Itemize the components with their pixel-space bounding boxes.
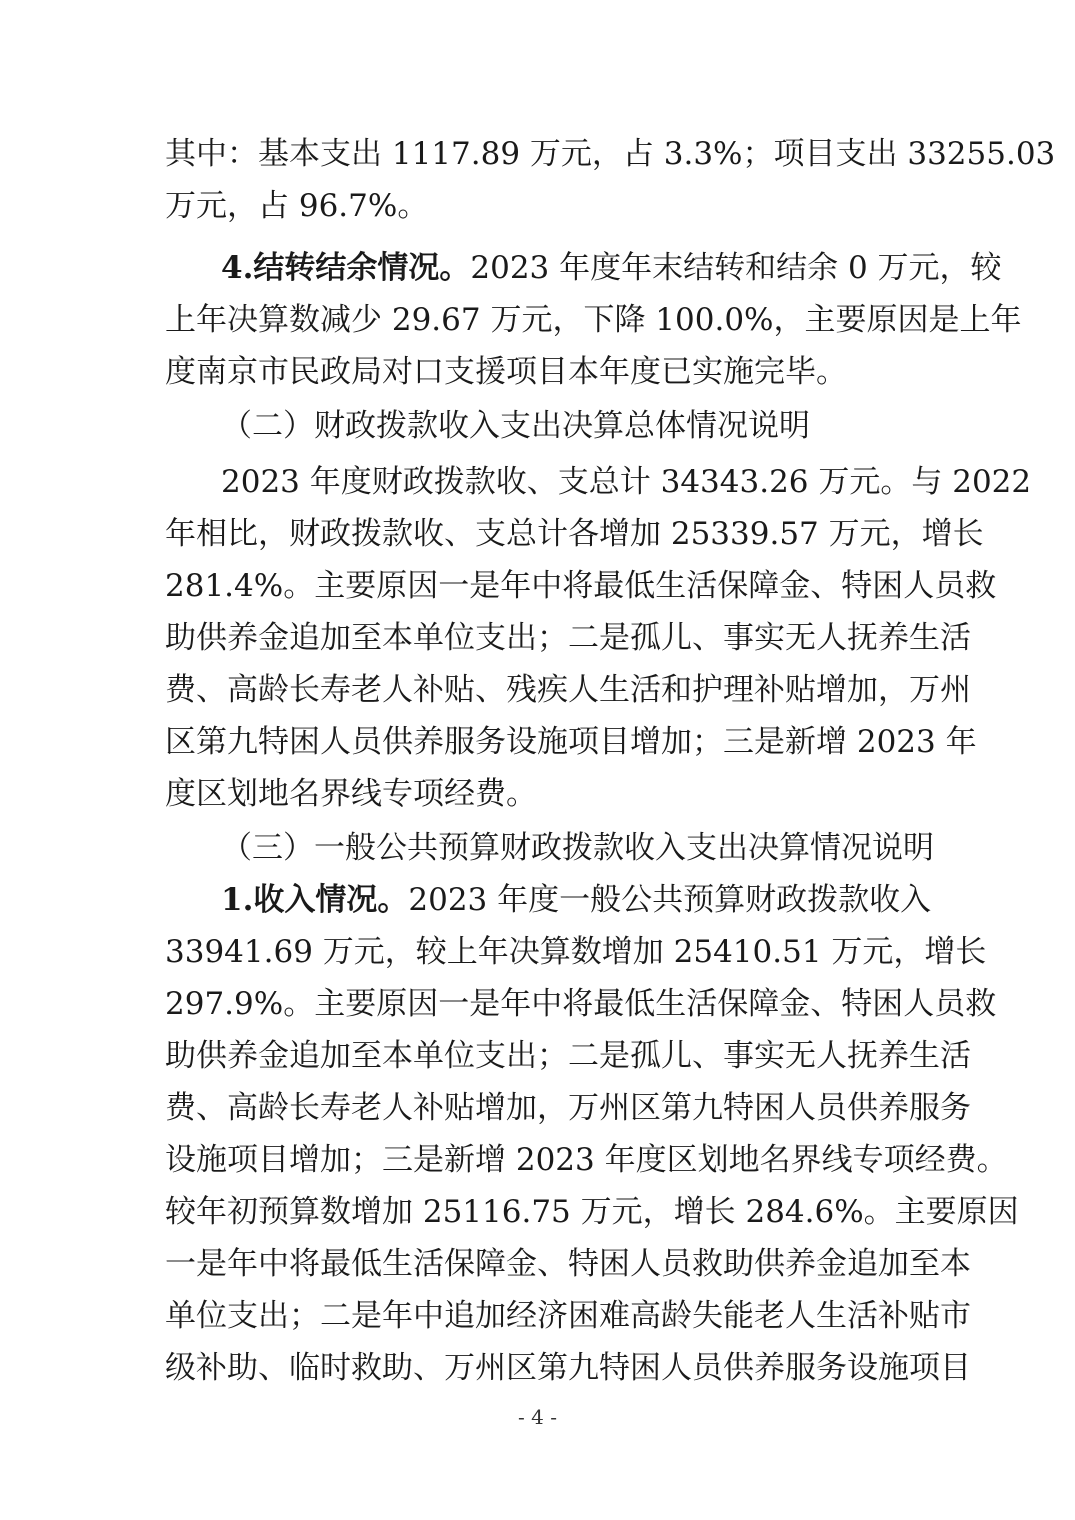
text-line-12: 区第九特困人员供养服务设施项目增加；三是新增 2023 年 — [165, 724, 977, 760]
page-number: - 4 - — [518, 1405, 557, 1429]
text-line-3 — [221, 246, 1002, 290]
section-heading-3: （三）一般公共预算财政拨款收入支出决算情况说明 — [221, 830, 934, 866]
section-heading-2: （二）财政拨款收入支出决算总体情况说明 — [221, 408, 810, 444]
text-line-21: 较年初预算数增加 25116.75 万元，增长 284.6%。主要原因 — [165, 1194, 1019, 1230]
text-line-2: 万元，占 96.7%。 — [165, 188, 429, 224]
text-line-8: 年相比，财政拨款收、支总计各增加 25339.57 万元，增长 — [165, 516, 984, 552]
text-line-11: 费、高龄长寿老人补贴、残疾人生活和护理补贴增加，万州 — [165, 672, 971, 708]
text-line-17: 297.9%。主要原因一是年中将最低生活保障金、特困人员救 — [165, 986, 997, 1022]
text-line-20: 设施项目增加；三是新增 2023 年度区划地名界线专项经费。 — [165, 1142, 1008, 1178]
text-line-16: 33941.69 万元，较上年决算数增加 25410.51 万元，增长 — [165, 934, 987, 970]
text-line-24: 级补助、临时救助、万州区第九特困人员供养服务设施项目 — [165, 1350, 971, 1386]
text-line-3-rest: 2023 年度年末结转和结余 0 万元，较 — [470, 250, 1002, 286]
text-line-18: 助供养金追加至本单位支出；二是孤儿、事实无人抚养生活 — [165, 1038, 971, 1074]
text-line-15 — [221, 878, 932, 922]
text-line-23: 单位支出；二是年中追加经济困难高龄失能老人生活补贴市 — [165, 1298, 971, 1334]
text-line-1: 其中：基本支出 1117.89 万元，占 3.3%；项目支出 33255.03 — [165, 136, 1056, 172]
text-line-15-rest: 2023 年度一般公共预算财政拨款收入 — [408, 882, 932, 918]
text-line-9: 281.4%。主要原因一是年中将最低生活保障金、特困人员救 — [165, 568, 997, 604]
text-line-22: 一是年中将最低生活保障金、特困人员救助供养金追加至本 — [165, 1246, 971, 1282]
text-line-7: 2023 年度财政拨款收、支总计 34343.26 万元。与 2022 — [221, 464, 1032, 500]
section-label-carryover: 4.结转结余情况。 — [221, 250, 471, 286]
section-label-income: 1.收入情况。 — [221, 882, 409, 918]
text-line-10: 助供养金追加至本单位支出；二是孤儿、事实无人抚养生活 — [165, 620, 971, 656]
text-line-19: 费、高龄长寿老人补贴增加，万州区第九特困人员供养服务 — [165, 1090, 971, 1126]
text-line-5: 度南京市民政局对口支援项目本年度已实施完毕。 — [165, 354, 847, 390]
text-line-13: 度区划地名界线专项经费。 — [165, 776, 537, 812]
text-line-4: 上年决算数减少 29.67 万元，下降 100.0%，主要原因是上年 — [165, 302, 1022, 338]
